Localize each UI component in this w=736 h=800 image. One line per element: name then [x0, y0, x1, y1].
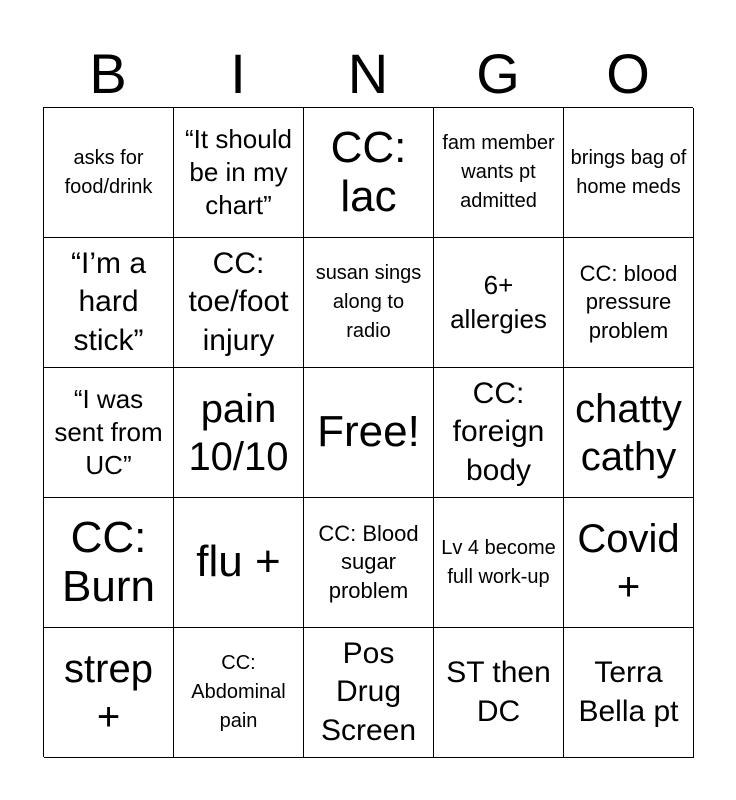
bingo-cell-r3-c2[interactable] [174, 368, 304, 498]
bingo-cell-text: CC: Abdominal pain [191, 652, 286, 732]
bingo-cell-r1-c5[interactable] [564, 108, 694, 238]
bingo-cell-r4-c4[interactable] [434, 498, 564, 628]
bingo-cell-r2-c5[interactable] [564, 238, 694, 368]
bingo-cell-free[interactable] [304, 368, 434, 498]
bingo-cell-text: asks for food/drink [64, 146, 153, 198]
bingo-cell-text: susan sings along to radio [315, 262, 422, 342]
bingo-cell-text: Lv 4 become full work-up [441, 536, 556, 588]
bingo-cell-r1-c4[interactable] [434, 108, 564, 238]
bingo-cell-text: Free! [317, 407, 420, 457]
bingo-cell-r1-c3[interactable] [304, 108, 434, 238]
bingo-cell-r5-c5[interactable] [564, 628, 694, 758]
bingo-cell-r3-c5[interactable] [564, 368, 694, 498]
bingo-cell-text: Pos Drug Screen [320, 636, 417, 747]
bingo-cell-text: CC: blood pressure problem [579, 260, 678, 343]
bingo-card-grid [43, 107, 693, 757]
bingo-cell-r4-c2[interactable] [174, 498, 304, 628]
bingo-cell-text: “I’m a hard stick” [71, 246, 146, 357]
bingo-cell-text: strep + [64, 646, 153, 739]
bingo-cell-text: CC: Burn [62, 513, 155, 611]
bingo-cell-text: Terra Bella pt [578, 656, 679, 728]
header-letter-n: N [347, 42, 389, 105]
bingo-cell-text: 6+ allergies [450, 270, 547, 334]
bingo-cell-text: CC: foreign body [452, 376, 545, 487]
bingo-cell-text: chatty cathy [575, 386, 682, 479]
bingo-cell-r1-c1[interactable] [44, 108, 174, 238]
bingo-cell-r5-c4[interactable] [434, 628, 564, 758]
bingo-cell-text: flu + [196, 537, 281, 587]
bingo-cell-r5-c2[interactable] [174, 628, 304, 758]
bingo-cell-r2-c1[interactable] [44, 238, 174, 368]
bingo-cell-text: brings bag of home meds [570, 146, 687, 198]
bingo-cell-r5-c1[interactable] [44, 628, 174, 758]
bingo-cell-text: pain 10/10 [188, 386, 289, 479]
bingo-cell-text: CC: lac [330, 123, 407, 221]
bingo-cell-r5-c3[interactable] [304, 628, 434, 758]
bingo-cell-r4-c3[interactable] [304, 498, 434, 628]
bingo-cell-text: ST then DC [446, 656, 551, 728]
bingo-cell-text: CC: toe/foot injury [188, 246, 289, 357]
bingo-cell-text: “I was sent from UC” [54, 383, 163, 481]
bingo-cell-r2-c4[interactable] [434, 238, 564, 368]
bingo-cell-r3-c1[interactable] [44, 368, 174, 498]
bingo-cell-r2-c2[interactable] [174, 238, 304, 368]
bingo-cell-r1-c2[interactable] [174, 108, 304, 238]
bingo-cell-r4-c5[interactable] [564, 498, 694, 628]
header-letter-b: B [89, 42, 127, 105]
bingo-cell-r4-c1[interactable] [44, 498, 174, 628]
bingo-cell-r3-c4[interactable] [434, 368, 564, 498]
bingo-cell-r2-c3[interactable] [304, 238, 434, 368]
bingo-cell-text: CC: Blood sugar problem [318, 520, 419, 603]
bingo-cell-text: fam member wants pt admitted [442, 132, 555, 212]
bingo-cell-text: “It should be in my chart” [185, 123, 292, 221]
header-letter-g: G [476, 42, 520, 105]
bingo-cell-text: Covid + [577, 516, 680, 609]
bingo-header [43, 40, 693, 108]
header-letter-i: I [230, 42, 246, 105]
header-letter-o: O [606, 42, 650, 105]
